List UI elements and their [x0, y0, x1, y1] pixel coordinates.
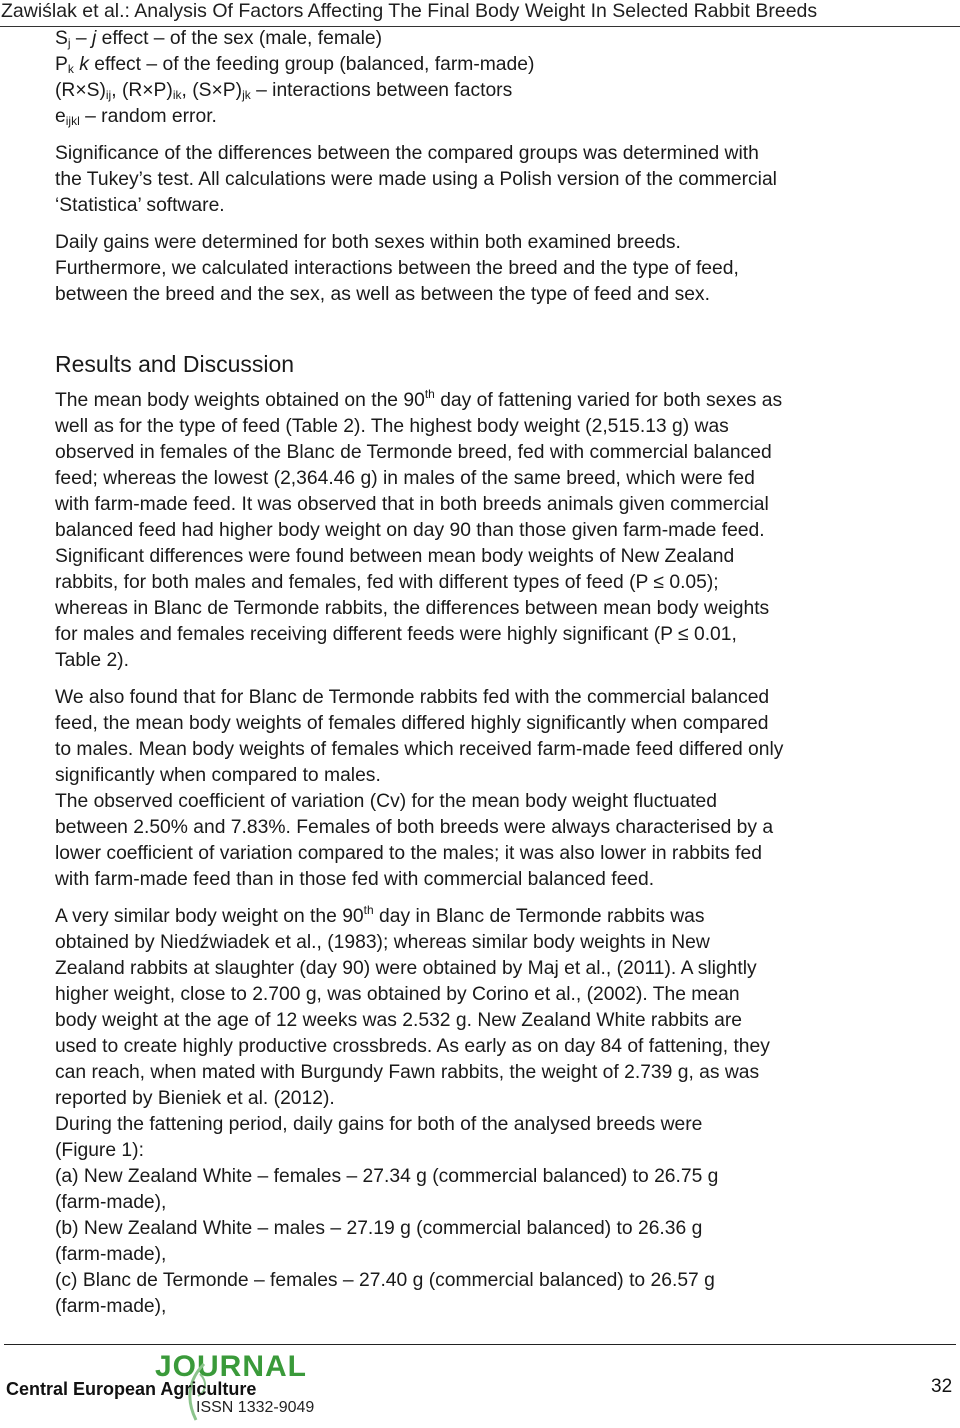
- text-line: A very similar body weight on the 90th day in Blanc de Termonde rabbits was: [55, 903, 705, 927]
- text-line: feed; whereas the lowest (2,364.46 g) in males of the same breed, which were fed: [55, 468, 755, 489]
- text-line: the Tukey’s test. All calculations were made using a Polish version of the commercial: [55, 169, 777, 190]
- journal-logo-wordmark: JOURNAL: [155, 1350, 308, 1383]
- text-line: between 2.50% and 7.83%. Females of both breeds were always characterised by a: [55, 817, 774, 838]
- text-line: between the breed and the sex, as well as between the type of feed and sex.: [55, 284, 710, 305]
- text-line: body weight at the age of 12 weeks was 2.532 g. New Zealand White rabbits are: [55, 1010, 743, 1031]
- text-line: can reach, when mated with Burgundy Fawn rabbits, the weight of 2.739 g, as was: [55, 1062, 760, 1083]
- text-line: (farm-made),: [55, 1244, 167, 1265]
- text-line: observed in females of the Blanc de Termonde breed, fed with commercial balanced: [55, 442, 772, 463]
- text-line: whereas in Blanc de Termonde rabbits, the differences between mean body weights: [55, 598, 770, 619]
- text-line: Daily gains were determined for both sexes within both examined breeds.: [55, 232, 681, 253]
- methods-paragraph-1: [55, 141, 915, 219]
- text-line: higher weight, close to 2.700 g, was obtained by Corino et al., (2002). The mean: [55, 984, 740, 1005]
- text-line: well as for the type of feed (Table 2). The highest body weight (2,515.13 g) was: [55, 416, 729, 437]
- text-line: (farm-made),: [55, 1296, 167, 1317]
- journal-issn: ISSN 1332-9049: [196, 1399, 315, 1416]
- text-line: with farm-made feed than in those fed with commercial balanced feed.: [55, 869, 655, 890]
- results-paragraph-3: [55, 904, 915, 1320]
- text-line: The mean body weights obtained on the 90th day of fattening varied for both sexes as: [55, 387, 783, 411]
- text-line: We also found that for Blanc de Termonde rabbits fed with the commercial balanced: [55, 687, 770, 708]
- text-line: The observed coefficient of variation (Cv) for the mean body weight fluctuated: [55, 791, 717, 812]
- text-line: rabbits, for both males and females, fed with different types of feed (P ≤ 0.05);: [55, 572, 719, 593]
- text-line: (b) New Zealand White – males – 27.19 g (commercial balanced) to 26.36 g: [55, 1218, 703, 1239]
- running-title: Zawiślak et al.: Analysis Of Factors Affecting The Final Body Weight In Selected Rabbit Breeds: [1, 0, 818, 22]
- text-line: for males and females receiving different feeds were highly significant (P ≤ 0.01,: [55, 624, 737, 645]
- definition-feeding-group: $P_k$ k effect – of the feeding group (balanced, farm-made): [55, 54, 535, 76]
- text-line: Furthermore, we calculated interactions between the breed and the type of feed,: [55, 258, 739, 279]
- journal-logo-subtitle: Central European Agriculture: [6, 1379, 257, 1399]
- text-line: ‘Statistica’ software.: [55, 195, 225, 216]
- text-line: Zealand rabbits at slaughter (day 90) were obtained by Maj et al., (2011). A slightly: [55, 958, 757, 979]
- text-line: lower coefficient of variation compared to the males; it was also lower in rabbits fed: [55, 843, 762, 864]
- footer-rule: [4, 1344, 956, 1345]
- text-line: (Figure 1):: [55, 1140, 144, 1161]
- definition-sex: $S_j$ – j effect – of the sex (male, female): [55, 28, 383, 50]
- text-line: (a) New Zealand White – females – 27.34 g (commercial balanced) to 26.75 g: [55, 1166, 719, 1187]
- text-line: feed, the mean body weights of females differed highly significantly when compared: [55, 713, 769, 734]
- text-line: (farm-made),: [55, 1192, 167, 1213]
- text-line: used to create highly productive crossbreds. As early as on day 84 of fattening, they: [55, 1036, 770, 1057]
- article-body: [55, 26, 915, 1320]
- text-line: with farm-made feed. It was observed that in both breeds animals given commercial: [55, 494, 769, 515]
- text-line: reported by Bieniek et al. (2012).: [55, 1088, 335, 1109]
- page-number: 32: [931, 1376, 953, 1397]
- running-header: [0, 0, 960, 27]
- definition-error: $e_{ijkl}$ – random error.: [55, 106, 217, 128]
- definition-interactions: $(R\times S)_{ij}$, $(R\times P)_{ik}$, $(S\times P)_{jk}$ – interactions between factors: [55, 80, 513, 102]
- text-line: balanced feed had higher body weight on day 90 than those given farm-made feed.: [55, 520, 765, 541]
- text-line: During the fattening period, daily gains for both of the analysed breeds were: [55, 1114, 703, 1135]
- text-line: Table 2).: [55, 650, 129, 671]
- methods-paragraph-2: [55, 230, 915, 308]
- text-line: Significance of the differences between the compared groups was determined with: [55, 143, 759, 164]
- text-line: significantly when compared to males.: [55, 765, 381, 786]
- text-line: (c) Blanc de Termonde – females – 27.40 g (commercial balanced) to 26.57 g: [55, 1270, 715, 1291]
- text-line: obtained by Niedźwiadek et al., (1983); whereas similar body weights in New: [55, 932, 710, 953]
- text-line: to males. Mean body weights of females which received farm-made feed differed only: [55, 739, 784, 760]
- model-definitions: [55, 26, 915, 130]
- results-paragraph-2: [55, 685, 915, 893]
- section-heading-results: Results and Discussion: [55, 351, 295, 377]
- results-paragraph-1: [55, 388, 915, 674]
- text-line: Significant differences were found between mean body weights of New Zealand: [55, 546, 735, 567]
